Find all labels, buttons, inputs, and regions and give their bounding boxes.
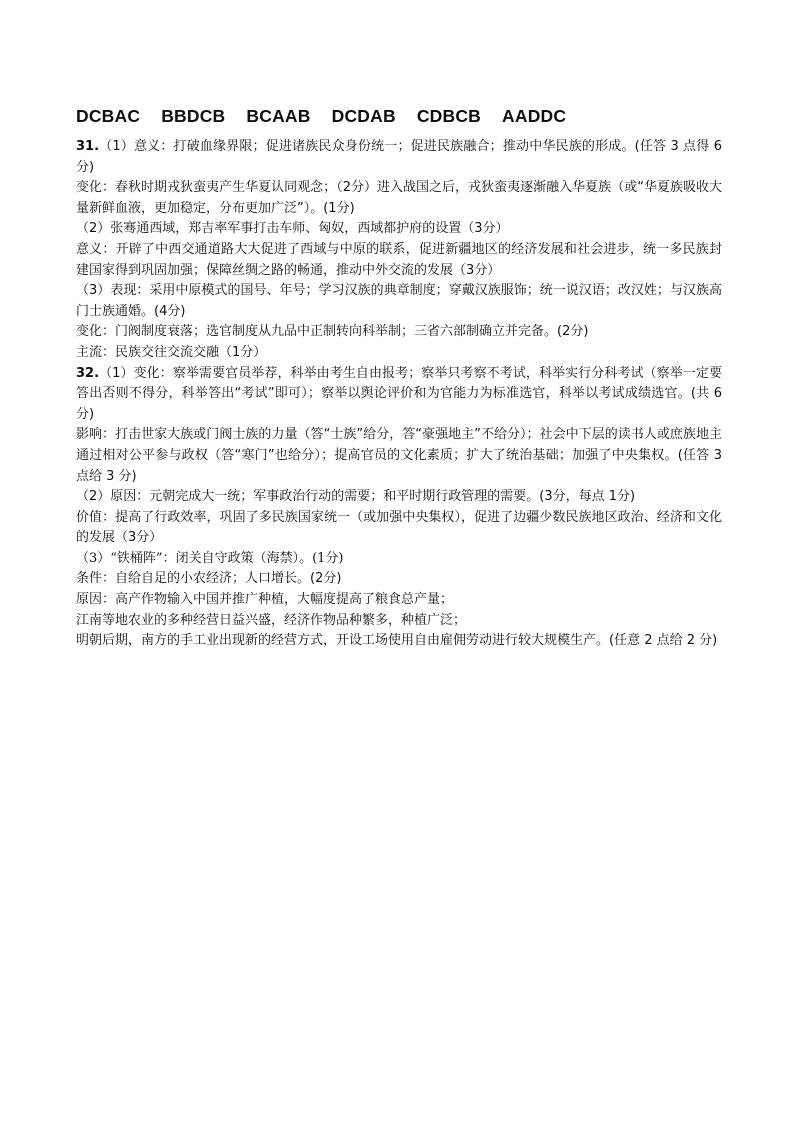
answer-paragraph [76,219,722,240]
answer-text: 变化：门阀制度衰落；选官制度从九品中正制转向科举制；三省六部制确立并完备。(2分) [76,324,589,340]
answer-paragraph [76,364,722,426]
answer-text: （3）“铁桶阵”：闭关自守政策（海禁）。(1分) [76,550,344,566]
answer-group: DCBAC [76,106,141,126]
answer-group: DCDAB [331,106,396,126]
question-number: 31. [76,139,100,154]
answer-text: （2）原因：元朝完成大一统；军事政治行动的需要；和平时期行政管理的需要。(3分，每点 1分) [76,489,636,505]
answer-text: 江南等地农业的多种经营日益兴盛，经济作物品种繁多，种植广泛； [76,612,467,628]
answer-text: 主流：民族交往交流交融（1分） [76,344,267,360]
answer-paragraph [76,508,722,549]
multiple-choice-answer-key [76,106,587,127]
answer-group: CDBCB [416,106,482,126]
answer-group: BCAAB [246,106,311,126]
answer-paragraph [76,611,722,632]
answer-explanations [76,137,722,652]
answer-text: 明朝后期，南方的手工业出现新的经营方式，开设工场使用自由雇佣劳动进行较大规模生产。(任意 2 点给 2 分) [76,633,718,649]
answer-paragraph [76,590,722,611]
answer-paragraph [76,631,722,652]
answer-paragraph [76,322,722,343]
answer-text: 价值：提高了行政效率，巩固了多民族国家统一（或加强中央集权），促进了边疆少数民族地区政治、经济和文化的发展（3分） [76,509,722,546]
answer-paragraph [76,425,722,487]
answer-text: 意义：开辟了中西交通道路大大促进了西域与中原的联系，促进新疆地区的经济发展和社会进步，统一多民族封建国家得到巩固加强；保障丝绸之路的畅通，推动中外交流的发展（3分） [76,241,722,278]
answer-paragraph [76,343,722,364]
answer-text: （2）张骞通西域，郑吉率军事打击车师、匈奴，西域都护府的设置（3分） [76,221,509,237]
answer-paragraph [76,569,722,590]
answer-paragraph [76,549,722,570]
answer-paragraph [76,137,722,178]
question-number: 32. [76,365,100,381]
answer-text: 影响：打击世家大族或门阀士族的力量（答“士族”给分，答“豪强地主”不给分）；社会中下层的读书人或庶族地主通过相对公平参与政权（答“寒门”也给分）；提高官员的文化素质；扩大了统治基础；加强了中央集权。(任答 3 点给 3 分) [76,427,722,484]
answer-text: （1）变化：察举需要官员举荐，科举由考生自由报考；察举只考察不考试，科举实行分科考试（察举一定要答出否则不得分，科举答出“考试”即可）；察举以舆论评价和为官能力为标准选官，科举以考试成绩选官。(共 6 分) [76,365,722,422]
answer-text: 变化：春秋时期戎狄蛮夷产生华夏认同观念；（2分）进入战国之后，戎狄蛮夷逐渐融入华夏族（或“华夏族吸收大量新鲜血液，更加稳定，分布更加广泛”）。(1分) [76,180,722,216]
answer-group: AADDC [502,106,567,126]
answer-text: （1）意义：打破血缘界限；促进诸族民众身份统一；促进民族融合；推动中华民族的形成。(任答 3 点得 6 分) [76,139,722,175]
answer-group: BBDCB [161,106,226,126]
answer-paragraph [76,281,722,322]
answer-paragraph [76,240,722,281]
answer-text: （3）表现：采用中原模式的国号、年号；学习汉族的典章制度；穿戴汉族服饰；统一说汉语；改汉姓；与汉族高门士族通婚。(4分) [76,283,722,319]
answer-paragraph [76,487,722,508]
answer-text: 条件：自给自足的小农经济；人口增长。(2分) [76,571,342,587]
answer-text: 原因：高产作物输入中国并推广种植，大幅度提高了粮食总产量； [76,592,454,608]
answer-paragraph [76,178,722,219]
